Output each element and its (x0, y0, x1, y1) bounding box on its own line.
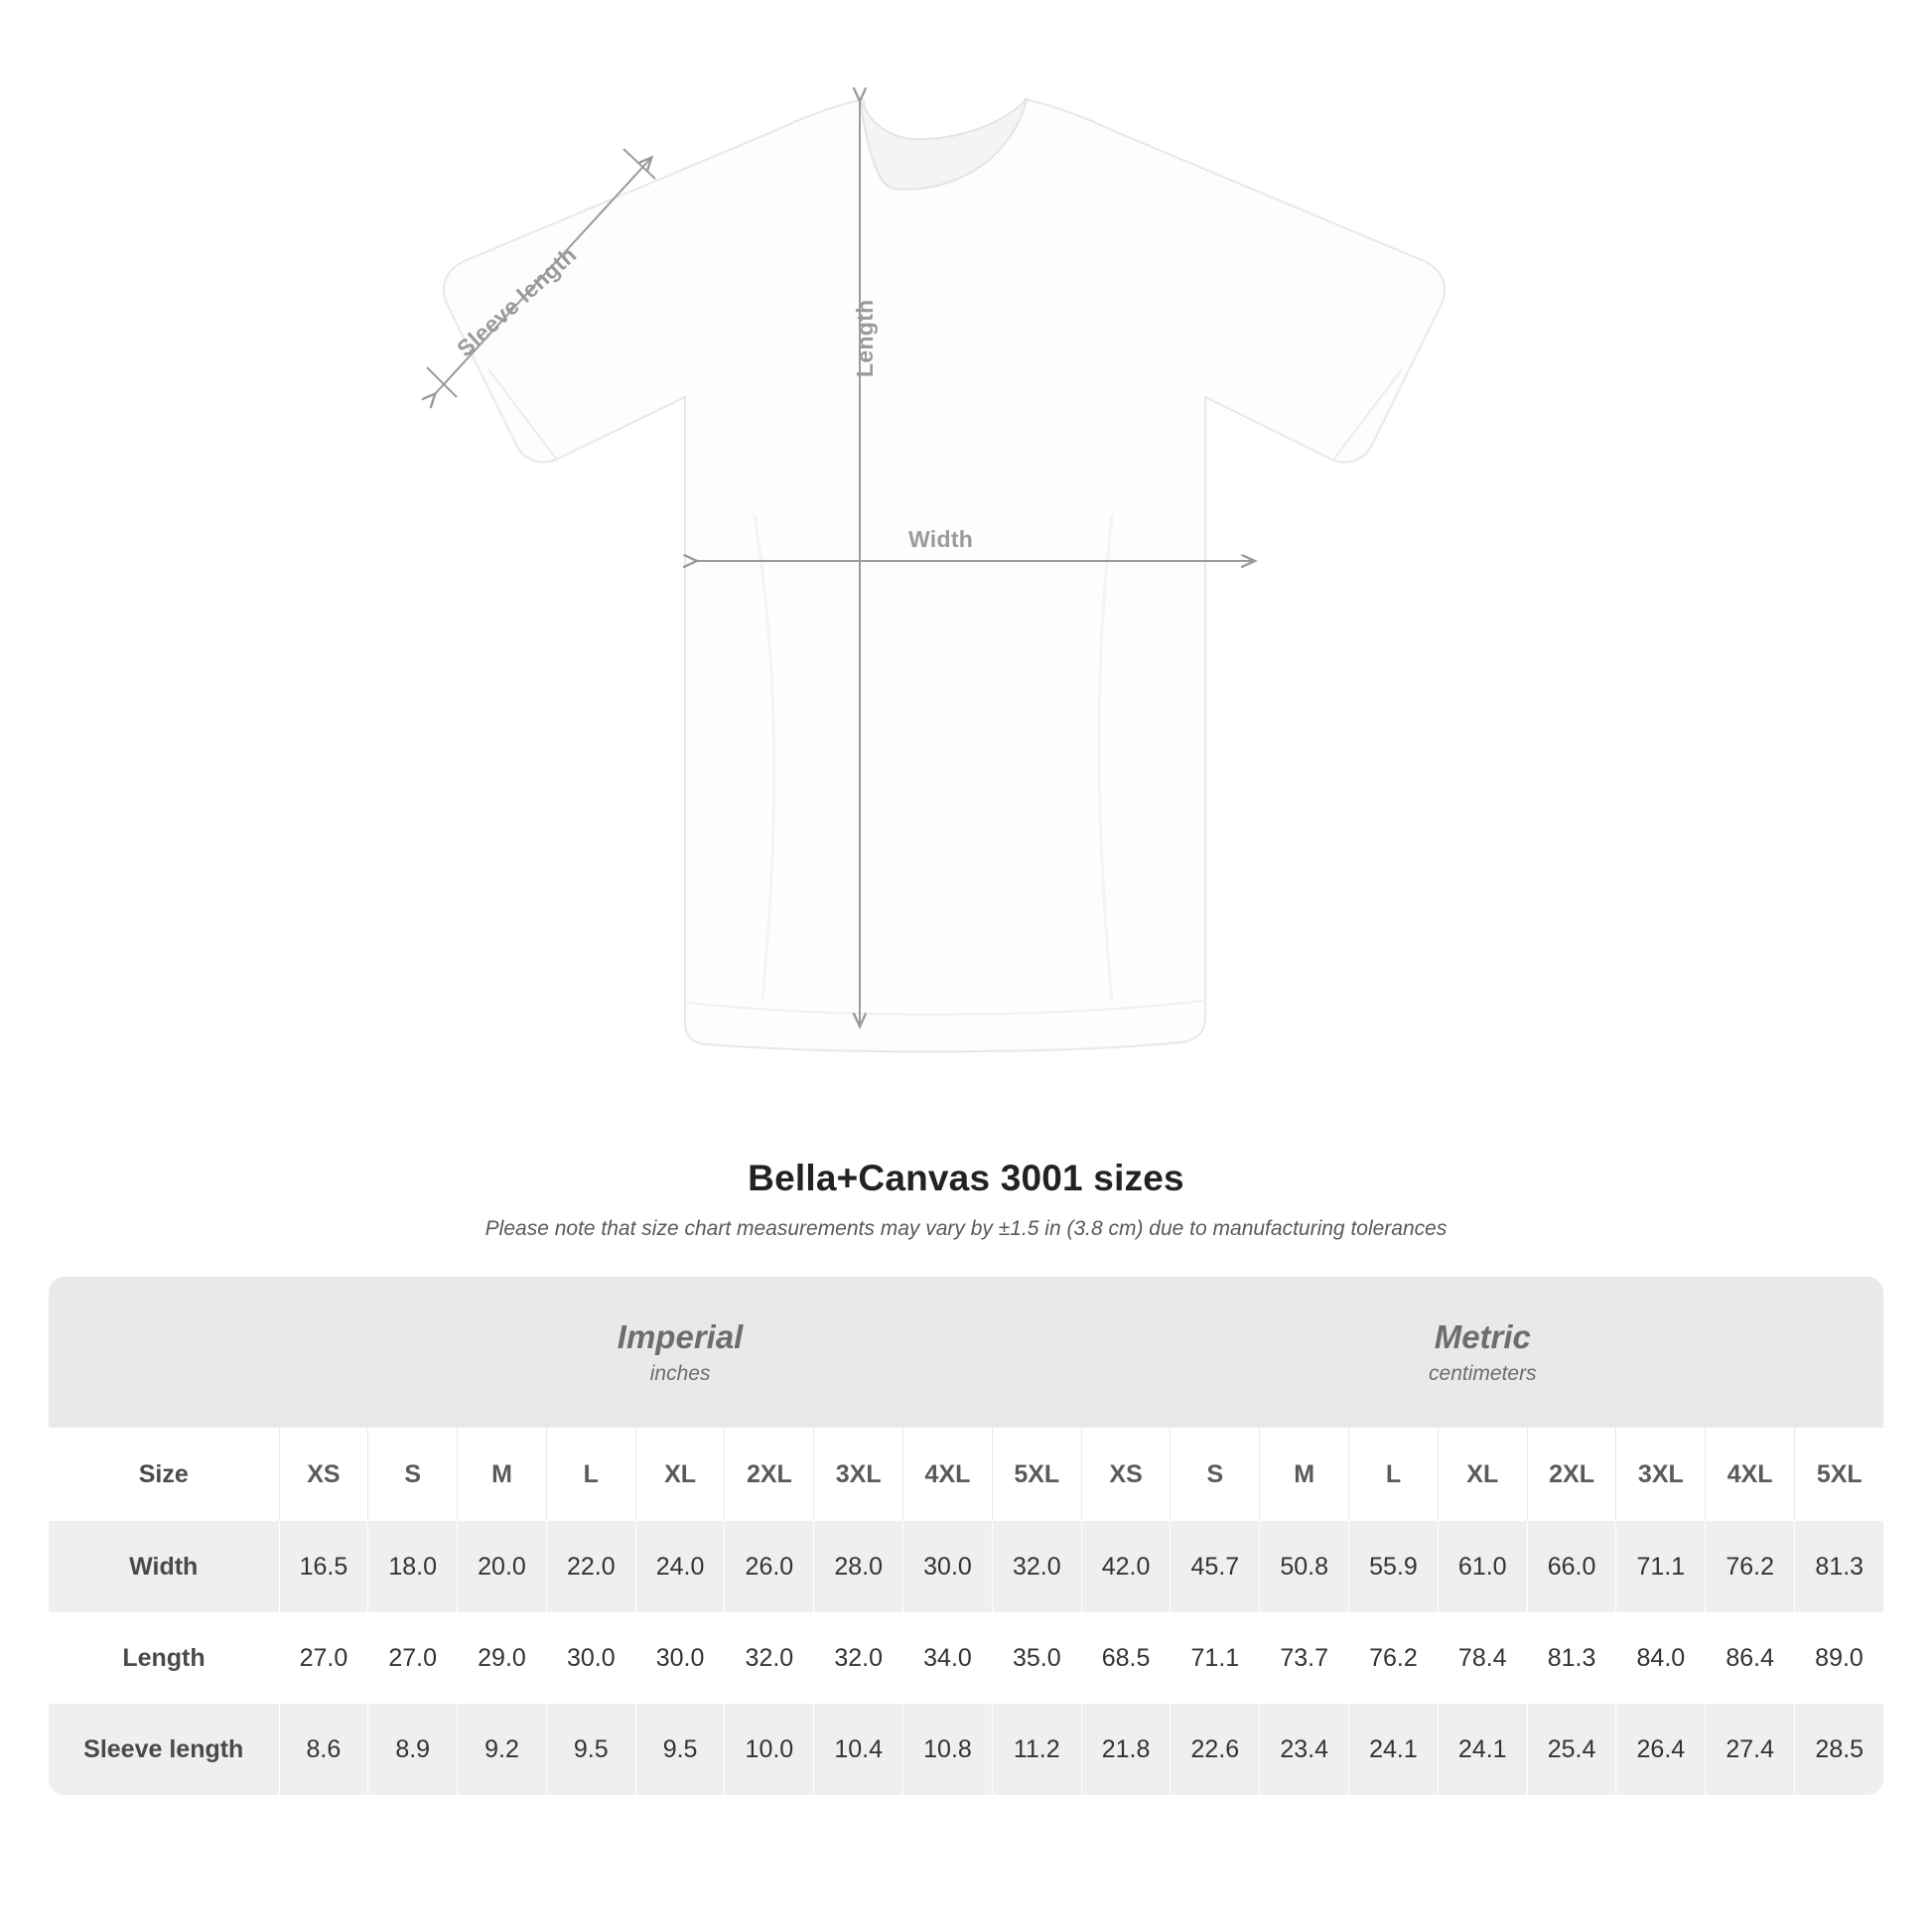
unit-header-spacer (49, 1277, 279, 1428)
unit-header-row (49, 1277, 1883, 1428)
size-table-container (49, 1277, 1883, 1795)
table-cell: 86.4 (1706, 1612, 1795, 1704)
table-cell: 26.0 (725, 1521, 814, 1612)
tshirt-shape (444, 99, 1445, 1051)
table-cell: 81.3 (1795, 1521, 1883, 1612)
table-cell: 61.0 (1438, 1521, 1527, 1612)
table-cell: 9.5 (635, 1704, 725, 1795)
unit-sub-imperial: inches (649, 1361, 711, 1385)
table-cell: 73.7 (1260, 1612, 1349, 1704)
size-header-cell: XS (279, 1428, 368, 1521)
size-header-cell: 5XL (1795, 1428, 1883, 1521)
table-cell: 66.0 (1527, 1521, 1616, 1612)
table-cell: 71.1 (1171, 1612, 1260, 1704)
table-cell: 23.4 (1260, 1704, 1349, 1795)
table-cell: 25.4 (1527, 1704, 1616, 1795)
length-label: Length (852, 299, 878, 377)
table-cell: 34.0 (903, 1612, 993, 1704)
size-header-cell: M (458, 1428, 547, 1521)
table-cell: 81.3 (1527, 1612, 1616, 1704)
sleeve-length-label: Sleeve length (452, 241, 582, 362)
table-cell: 84.0 (1616, 1612, 1706, 1704)
table-cell: 68.5 (1081, 1612, 1171, 1704)
size-header-cell: L (546, 1428, 635, 1521)
table-cell: 71.1 (1616, 1521, 1706, 1612)
table-cell: 27.0 (279, 1612, 368, 1704)
table-cell: 24.1 (1349, 1704, 1439, 1795)
table-cell: 20.0 (458, 1521, 547, 1612)
table-cell: 22.0 (546, 1521, 635, 1612)
table-cell: 8.9 (368, 1704, 458, 1795)
table-row (49, 1704, 1883, 1795)
table-cell: 21.8 (1081, 1704, 1171, 1795)
table-cell: 32.0 (992, 1521, 1081, 1612)
size-table (49, 1277, 1883, 1795)
table-cell: 29.0 (458, 1612, 547, 1704)
table-cell: 32.0 (814, 1612, 903, 1704)
table-cell: 18.0 (368, 1521, 458, 1612)
size-header-cell: 3XL (1616, 1428, 1706, 1521)
table-cell: 24.1 (1438, 1704, 1527, 1795)
table-cell: 10.8 (903, 1704, 993, 1795)
table-cell: 9.2 (458, 1704, 547, 1795)
unit-header-metric (1081, 1277, 1883, 1428)
size-header-cell: 4XL (1706, 1428, 1795, 1521)
width-label: Width (908, 526, 974, 552)
size-header-cell: 5XL (992, 1428, 1081, 1521)
table-cell: 78.4 (1438, 1612, 1527, 1704)
table-cell: 27.4 (1706, 1704, 1795, 1795)
size-corner-label: Size (49, 1428, 279, 1521)
size-header-cell: S (368, 1428, 458, 1521)
table-cell: 30.0 (546, 1612, 635, 1704)
table-row (49, 1612, 1883, 1704)
unit-sub-metric: centimeters (1429, 1361, 1537, 1385)
table-row (49, 1521, 1883, 1612)
row-label: Sleeve length (49, 1704, 279, 1795)
size-header-cell: 3XL (814, 1428, 903, 1521)
size-header-cell: XL (635, 1428, 725, 1521)
table-cell: 76.2 (1349, 1612, 1439, 1704)
title-block (0, 1158, 1932, 1241)
row-label: Width (49, 1521, 279, 1612)
tolerance-note: Please note that size chart measurements may vary by ±1.5 in (3.8 cm) due to manufacturing tolerances (484, 1217, 1448, 1240)
table-cell: 22.6 (1171, 1704, 1260, 1795)
table-cell: 8.6 (279, 1704, 368, 1795)
unit-name-metric: Metric (1434, 1318, 1531, 1356)
table-cell: 26.4 (1616, 1704, 1706, 1795)
table-cell: 28.5 (1795, 1704, 1883, 1795)
size-header-cell: XS (1081, 1428, 1171, 1521)
table-cell: 10.0 (725, 1704, 814, 1795)
size-header-cell: L (1349, 1428, 1439, 1521)
size-header-row (49, 1428, 1883, 1521)
table-cell: 32.0 (725, 1612, 814, 1704)
size-header-cell: 4XL (903, 1428, 993, 1521)
table-cell: 16.5 (279, 1521, 368, 1612)
table-cell: 10.4 (814, 1704, 903, 1795)
size-header-cell: M (1260, 1428, 1349, 1521)
unit-header-imperial (279, 1277, 1081, 1428)
table-cell: 45.7 (1171, 1521, 1260, 1612)
table-cell: 24.0 (635, 1521, 725, 1612)
size-header-cell: S (1171, 1428, 1260, 1521)
table-cell: 55.9 (1349, 1521, 1439, 1612)
size-header-cell: 2XL (725, 1428, 814, 1521)
table-cell: 11.2 (992, 1704, 1081, 1795)
table-cell: 50.8 (1260, 1521, 1349, 1612)
table-cell: 27.0 (368, 1612, 458, 1704)
table-cell: 76.2 (1706, 1521, 1795, 1612)
table-cell: 9.5 (546, 1704, 635, 1795)
table-cell: 42.0 (1081, 1521, 1171, 1612)
table-cell: 30.0 (635, 1612, 725, 1704)
unit-name-imperial: Imperial (617, 1318, 744, 1356)
table-cell: 28.0 (814, 1521, 903, 1612)
size-header-cell: XL (1438, 1428, 1527, 1521)
size-header-cell: 2XL (1527, 1428, 1616, 1521)
table-cell: 30.0 (903, 1521, 993, 1612)
table-cell: 89.0 (1795, 1612, 1883, 1704)
row-label: Length (49, 1612, 279, 1704)
page-title: Bella+Canvas 3001 sizes (748, 1158, 1184, 1198)
table-cell: 35.0 (992, 1612, 1081, 1704)
